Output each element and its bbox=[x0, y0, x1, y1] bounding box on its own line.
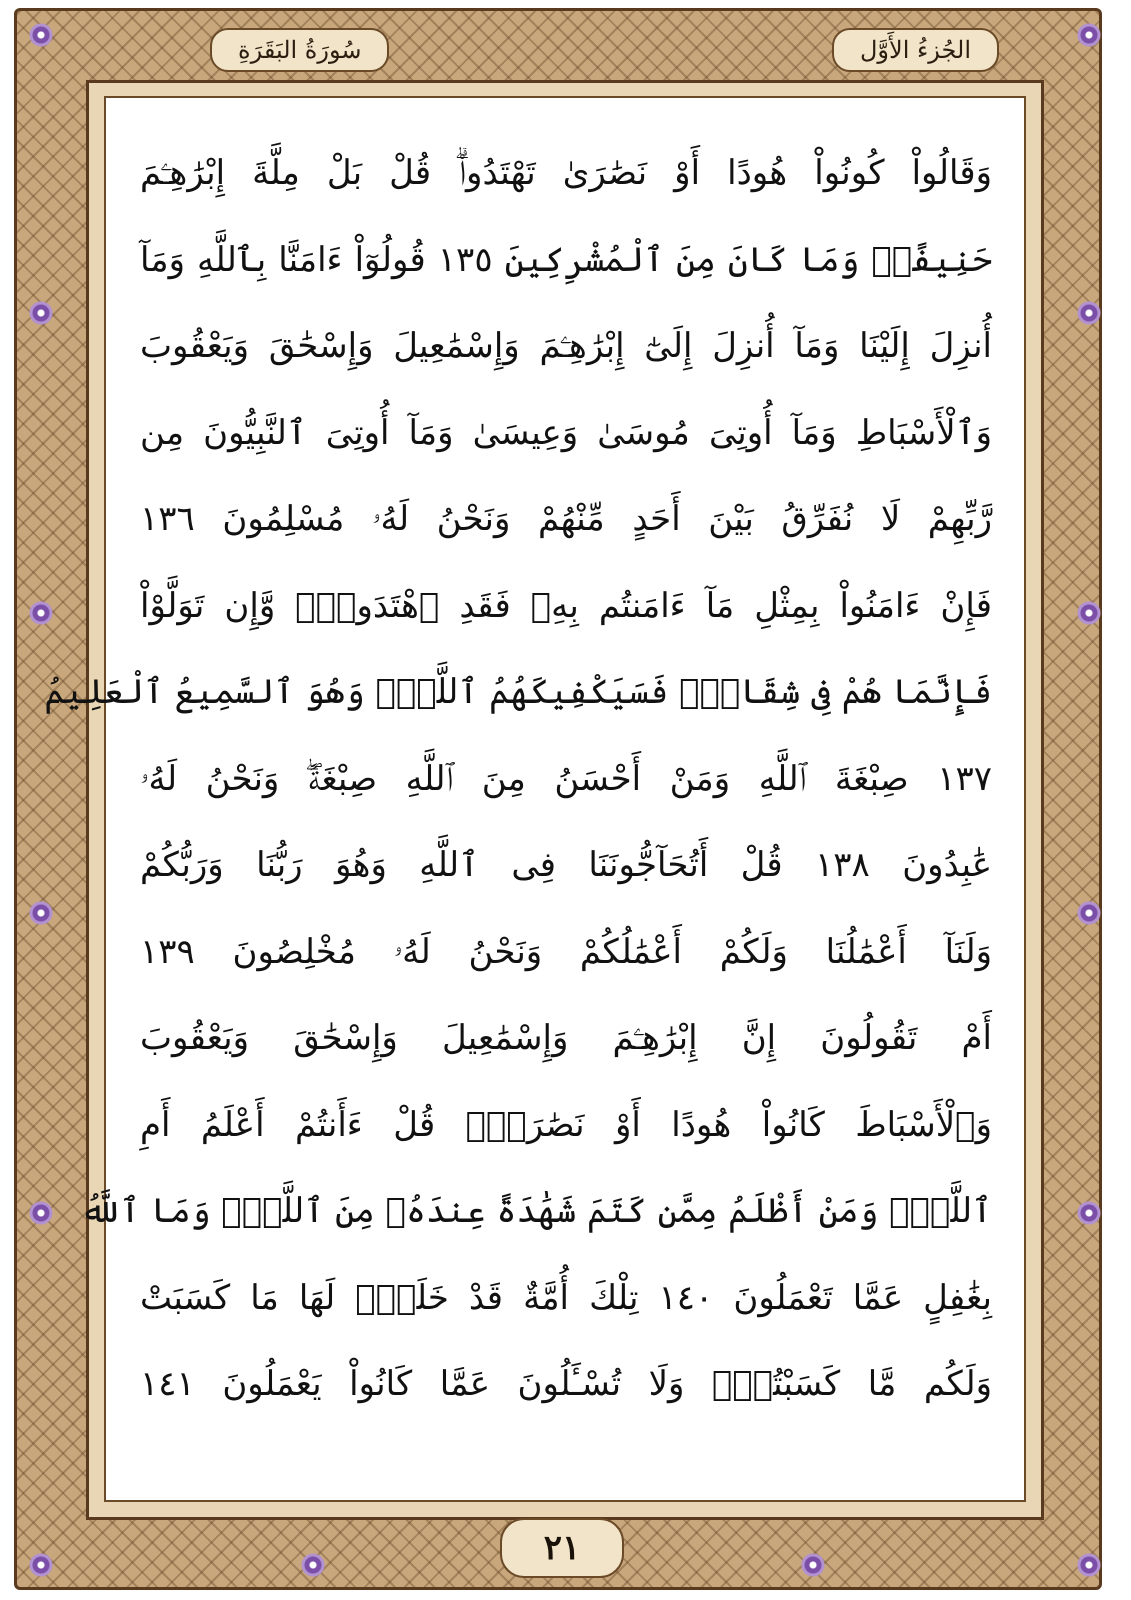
verse-line: عَٰبِدُونَ ١٣٨ قُلْ أَتُحَآجُّونَنَا فِى ٱللَّهِ وَهُوَ رَبُّنَا وَرَبُّكُمْ bbox=[140, 845, 992, 885]
flower-ornament-icon bbox=[28, 1552, 54, 1578]
flower-ornament-icon bbox=[1076, 1200, 1102, 1226]
surah-label: سُورَةُ البَقَرَةِ bbox=[210, 28, 389, 72]
flower-ornament-icon bbox=[28, 1200, 54, 1226]
page-number: ٢١ bbox=[500, 1518, 624, 1578]
flower-ornament-icon bbox=[28, 900, 54, 926]
verse-line: فَإِنْ ءَامَنُواْ بِمِثْلِ مَآ ءَامَنتُم بِهِۦ فَقَدِ ٱهْتَدَواْۖ وَّإِن تَوَلَّوْاْ bbox=[140, 585, 992, 626]
flower-ornament-icon bbox=[1076, 300, 1102, 326]
verse-lines bbox=[44, 130, 992, 1428]
verse-line: وَٱلْأَسْبَاطَ كَانُواْ هُودًا أَوْ نَصَٰرَىٰۗ قُلْ ءَأَنتُمْ أَعْلَمُ أَمِ bbox=[140, 1104, 992, 1145]
verse-line: ٱللَّهُۗ وَمَنْ أَظْلَمُ مِمَّن كَتَمَ شَهَٰدَةً عِندَهُۥ مِنَ ٱللَّهِۗ وَمَا ٱللَّهُ bbox=[80, 1191, 992, 1231]
juz-label: الجُزءُ الأَوَّل bbox=[832, 28, 999, 72]
verse-line: وَٱلْأَسْبَاطِ وَمَآ أُوتِىَ مُوسَىٰ وَعِيسَىٰ وَمَآ أُوتِىَ ٱلنَّبِيُّونَ مِن bbox=[140, 412, 992, 453]
verse-line: فَإِنَّمَا هُمْ فِى شِقَاقٍۖ فَسَيَكْفِيكَهُمُ ٱللَّهُۚ وَهُوَ ٱلسَّمِيعُ ٱلْعَلِيمُ bbox=[44, 672, 992, 712]
flower-ornament-icon bbox=[1076, 22, 1102, 48]
verse-line: وَلَنَآ أَعْمَٰلُنَا وَلَكُمْ أَعْمَٰلُكُمْ وَنَحْنُ لَهُۥ مُخْلِصُونَ ١٣٩ bbox=[140, 931, 992, 972]
verse-line: أُنزِلَ إِلَيْنَا وَمَآ أُنزِلَ إِلَىٰٓ إِبْرَٰهِـۧمَ وَإِسْمَٰعِيلَ وَإِسْحَٰقَ وَيَعْقُوبَ bbox=[140, 326, 992, 366]
verse-line: وَقَالُواْ كُونُواْ هُودًا أَوْ نَصَٰرَىٰ تَهْتَدُواْۗ قُلْ بَلْ مِلَّةَ إِبْرَٰهِـۧمَ bbox=[140, 153, 992, 193]
verse-line: حَنِيفًاۖ وَمَا كَانَ مِنَ ٱلْمُشْرِكِينَ ١٣٥ قُولُوٓاْ ءَامَنَّا بِٱللَّهِ وَمَآ bbox=[140, 239, 992, 280]
verse-line: وَلَكُم مَّا كَسَبْتُمْۖ وَلَا تُسْـَٔلُونَ عَمَّا كَانُواْ يَعْمَلُونَ ١٤١ bbox=[140, 1364, 992, 1404]
flower-ornament-icon bbox=[28, 600, 54, 626]
flower-ornament-icon bbox=[28, 22, 54, 48]
verse-line: رَّبِّهِمْ لَا نُفَرِّقُ بَيْنَ أَحَدٍ مِّنْهُمْ وَنَحْنُ لَهُۥ مُسْلِمُونَ ١٣٦ bbox=[140, 499, 992, 539]
verse-line: ١٣٧ صِبْغَةَ ٱللَّهِ وَمَنْ أَحْسَنُ مِنَ ٱللَّهِ صِبْغَةًۖ وَنَحْنُ لَهُۥ bbox=[140, 758, 992, 799]
verse-line: أَمْ تَقُولُونَ إِنَّ إِبْرَٰهِـۧمَ وَإِسْمَٰعِيلَ وَإِسْحَٰقَ وَيَعْقُوبَ bbox=[140, 1018, 992, 1058]
flower-ornament-icon bbox=[28, 300, 54, 326]
flower-ornament-icon bbox=[300, 1552, 326, 1578]
flower-ornament-icon bbox=[1076, 1552, 1102, 1578]
flower-ornament-icon bbox=[1076, 600, 1102, 626]
verse-line: بِغَٰفِلٍ عَمَّا تَعْمَلُونَ ١٤٠ تِلْكَ أُمَّةٌ قَدْ خَلَتْۖ لَهَا مَا كَسَبَتْ bbox=[140, 1277, 992, 1318]
flower-ornament-icon bbox=[800, 1552, 826, 1578]
flower-ornament-icon bbox=[1076, 900, 1102, 926]
